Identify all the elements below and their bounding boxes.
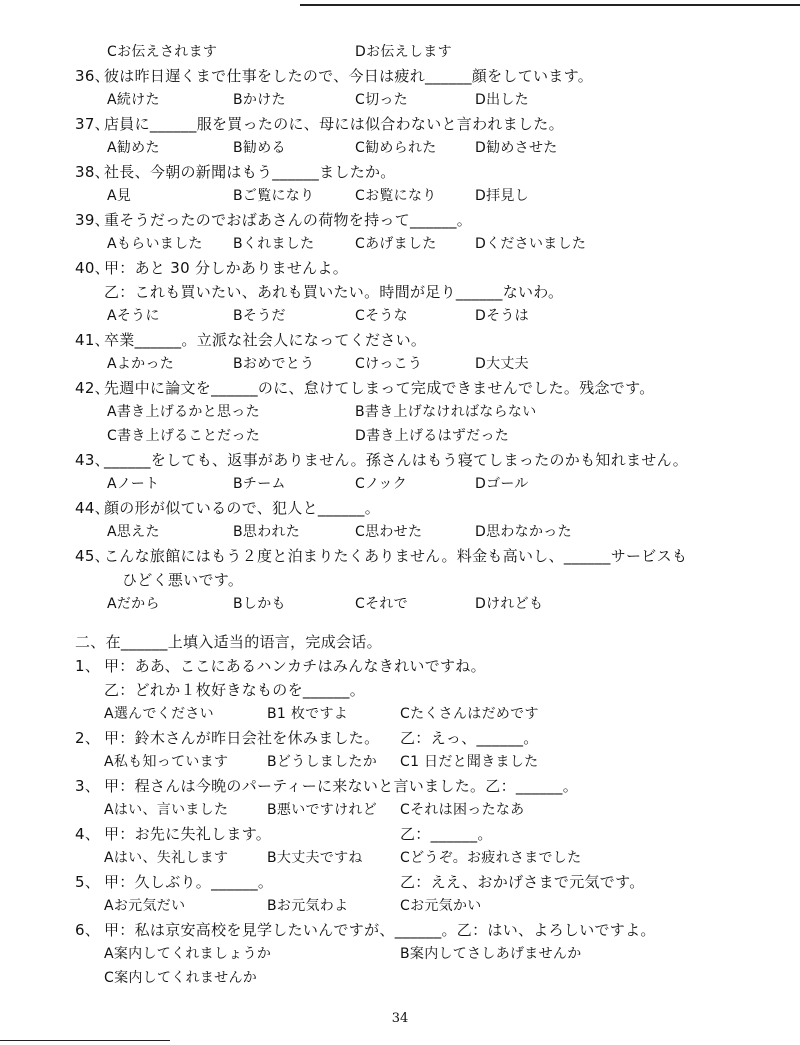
option-a: A勧めた <box>107 140 160 156</box>
option-a: Aもらいました <box>107 236 203 252</box>
option-b: B1 枚ですよ <box>267 706 349 722</box>
question-text: 卒業______。立派な社会人になってください。 <box>104 331 427 349</box>
question-number: 38、 <box>75 163 110 181</box>
option-c: Cそれで <box>355 596 408 612</box>
dialog-line-a: 甲：ああ、ここにあるハンカチはみんなきれいですね。 <box>104 657 486 675</box>
option-c: Cたくさんはだめです <box>400 706 539 722</box>
option-b: B思われた <box>233 524 301 540</box>
option-b: B書き上げなければならない <box>355 404 537 420</box>
dialog-number: 6、 <box>75 921 101 939</box>
option-d: D思わなかった <box>475 524 572 540</box>
option-a: A見 <box>107 188 132 204</box>
question-text: 甲：あと 30 分しかありませんよ。 <box>104 259 349 277</box>
dialog-line-a: 甲：鈴木さんが昨日会社を休みました。 <box>104 729 380 747</box>
option-d: Dくださいました <box>475 236 587 252</box>
option-c: C書き上げることだった <box>107 428 261 444</box>
option-c: C思わせた <box>355 524 423 540</box>
dialog-line-b: 乙：どれか１枚好きなものを______。 <box>104 681 366 699</box>
option-d: D勧めさせた <box>475 140 558 156</box>
dialog-number: 5、 <box>75 873 101 891</box>
option-c: C案内してくれませんか <box>104 970 258 986</box>
option-b: B大丈夫ですね <box>267 850 363 866</box>
section-heading: 二、在______上填入适当的语言，完成会话。 <box>75 633 382 651</box>
option-b: Bおめでとう <box>233 356 315 372</box>
option-d: Dけれども <box>475 596 544 612</box>
question-number: 37、 <box>75 115 110 133</box>
option-a: Aよかった <box>107 356 175 372</box>
option-c: C1 日だと聞きました <box>400 754 539 770</box>
option-a: A書き上げるかと思った <box>107 404 260 420</box>
question-number: 44、 <box>75 499 110 517</box>
question-text-cont: ひどく悪いです。 <box>122 571 244 589</box>
option-b: B勧める <box>233 140 286 156</box>
option-c: C切った <box>355 92 408 108</box>
question-number: 39、 <box>75 211 110 229</box>
option-c: Cお元気かい <box>400 898 482 914</box>
option-b: Bくれました <box>233 236 315 252</box>
question-text: 重そうだったのでおばあさんの荷物を持って______。 <box>104 211 473 229</box>
question-text: 先週中に論文を______のに、怠けてしまって完成できませんでした。残念です。 <box>104 379 655 397</box>
option-a: Aだから <box>107 596 160 612</box>
option-a: A思えた <box>107 524 160 540</box>
option-d: D拝見し <box>475 188 529 204</box>
option-b: Bご覧になり <box>233 188 315 204</box>
question-number: 40、 <box>75 259 110 277</box>
top-rule <box>300 4 800 6</box>
dialog-number: 1、 <box>75 657 101 675</box>
option-c: Cそうな <box>355 308 408 324</box>
dialog-number: 2、 <box>75 729 101 747</box>
question-number: 36、 <box>75 67 110 85</box>
option-c: Cけっこう <box>355 356 423 372</box>
dialog-line-b: 乙：えっ、______。 <box>400 729 539 747</box>
dialog-line-a: 甲：程さんは今晩のパーティーに来ないと言いました。乙：______。 <box>104 777 579 795</box>
option-b: Bお元気わよ <box>267 898 349 914</box>
option-a: Aお元気だい <box>104 898 186 914</box>
option-b: Bそうだ <box>233 308 286 324</box>
option-b: B悪いですけれど <box>267 802 378 818</box>
option-c: Cお伝えされます <box>107 44 218 60</box>
dialog-line-b: 乙：______。 <box>400 825 493 843</box>
option-b: Bチーム <box>233 476 286 492</box>
option-c: Cノック <box>355 476 407 492</box>
option-d: D書き上げるはずだった <box>355 428 510 444</box>
option-b: Bしかも <box>233 596 286 612</box>
option-a: A続けた <box>107 92 160 108</box>
question-number: 45、 <box>75 547 110 565</box>
dialog-line-a: 甲：久しぶり。______。 <box>104 873 274 891</box>
question-number: 43、 <box>75 451 110 469</box>
question-text: こんな旅館にはもう２度と泊まりたくありません。料金も高いし、______サービスも <box>104 547 688 565</box>
option-c: Cどうぞ。お疲れさまでした <box>400 850 582 866</box>
option-d: Dお伝えします <box>355 44 452 60</box>
option-a: Aノート <box>107 476 160 492</box>
dialog-number: 3、 <box>75 777 101 795</box>
option-a: Aはい、言いました <box>104 802 229 818</box>
option-a: A案内してくれましょうか <box>104 946 272 962</box>
question-text: 店員に______服を買ったのに、母には似合わないと言われました。 <box>104 115 564 133</box>
option-d: Dゴール <box>475 476 529 492</box>
dialog-line-a: 甲：お先に失礼します。 <box>104 825 272 843</box>
option-c: C勧められた <box>355 140 437 156</box>
option-d: D大丈夫 <box>475 356 529 372</box>
option-d: D出した <box>475 92 529 108</box>
option-a: A私も知っています <box>104 754 229 770</box>
question-number: 42、 <box>75 379 110 397</box>
question-number: 41、 <box>75 331 110 349</box>
option-a: A選んでください <box>104 706 214 722</box>
page-number: 34 <box>391 1011 409 1026</box>
question-text: 顔の形が似ているので、犯人と______。 <box>104 499 381 517</box>
option-a: Aそうに <box>107 308 160 324</box>
dialog-line-b: 乙：ええ、おかげさまで元気です。 <box>400 873 645 891</box>
option-b: Bどうしましたか <box>267 754 378 770</box>
question-text: ______をしても、返事がありません。孫さんはもう寝てしまったのかも知れません。 <box>104 451 689 469</box>
option-d: Dそうは <box>475 308 529 324</box>
dialog-number: 4、 <box>75 825 101 843</box>
question-text-cont: 乙：これも買いたい、あれも買いたい。時間が足り______ないわ。 <box>104 283 564 301</box>
bottom-rule <box>0 1040 170 1041</box>
option-c: Cお覧になり <box>355 188 437 204</box>
option-c: Cそれは困ったなあ <box>400 802 525 818</box>
option-b: B案内してさしあげませんか <box>400 946 582 962</box>
dialog-line-a: 甲：私は京安高校を見学したいんですが、______。乙：はい、よろしいですよ。 <box>104 921 656 939</box>
option-b: Bかけた <box>233 92 286 108</box>
question-text: 社長、今朝の新聞はもう______ましたか。 <box>104 163 396 181</box>
option-c: Cあげました <box>355 236 437 252</box>
option-a: Aはい、失礼します <box>104 850 229 866</box>
question-text: 彼は昨日遅くまで仕事をしたので、今日は疲れ______顔をしています。 <box>104 67 594 85</box>
